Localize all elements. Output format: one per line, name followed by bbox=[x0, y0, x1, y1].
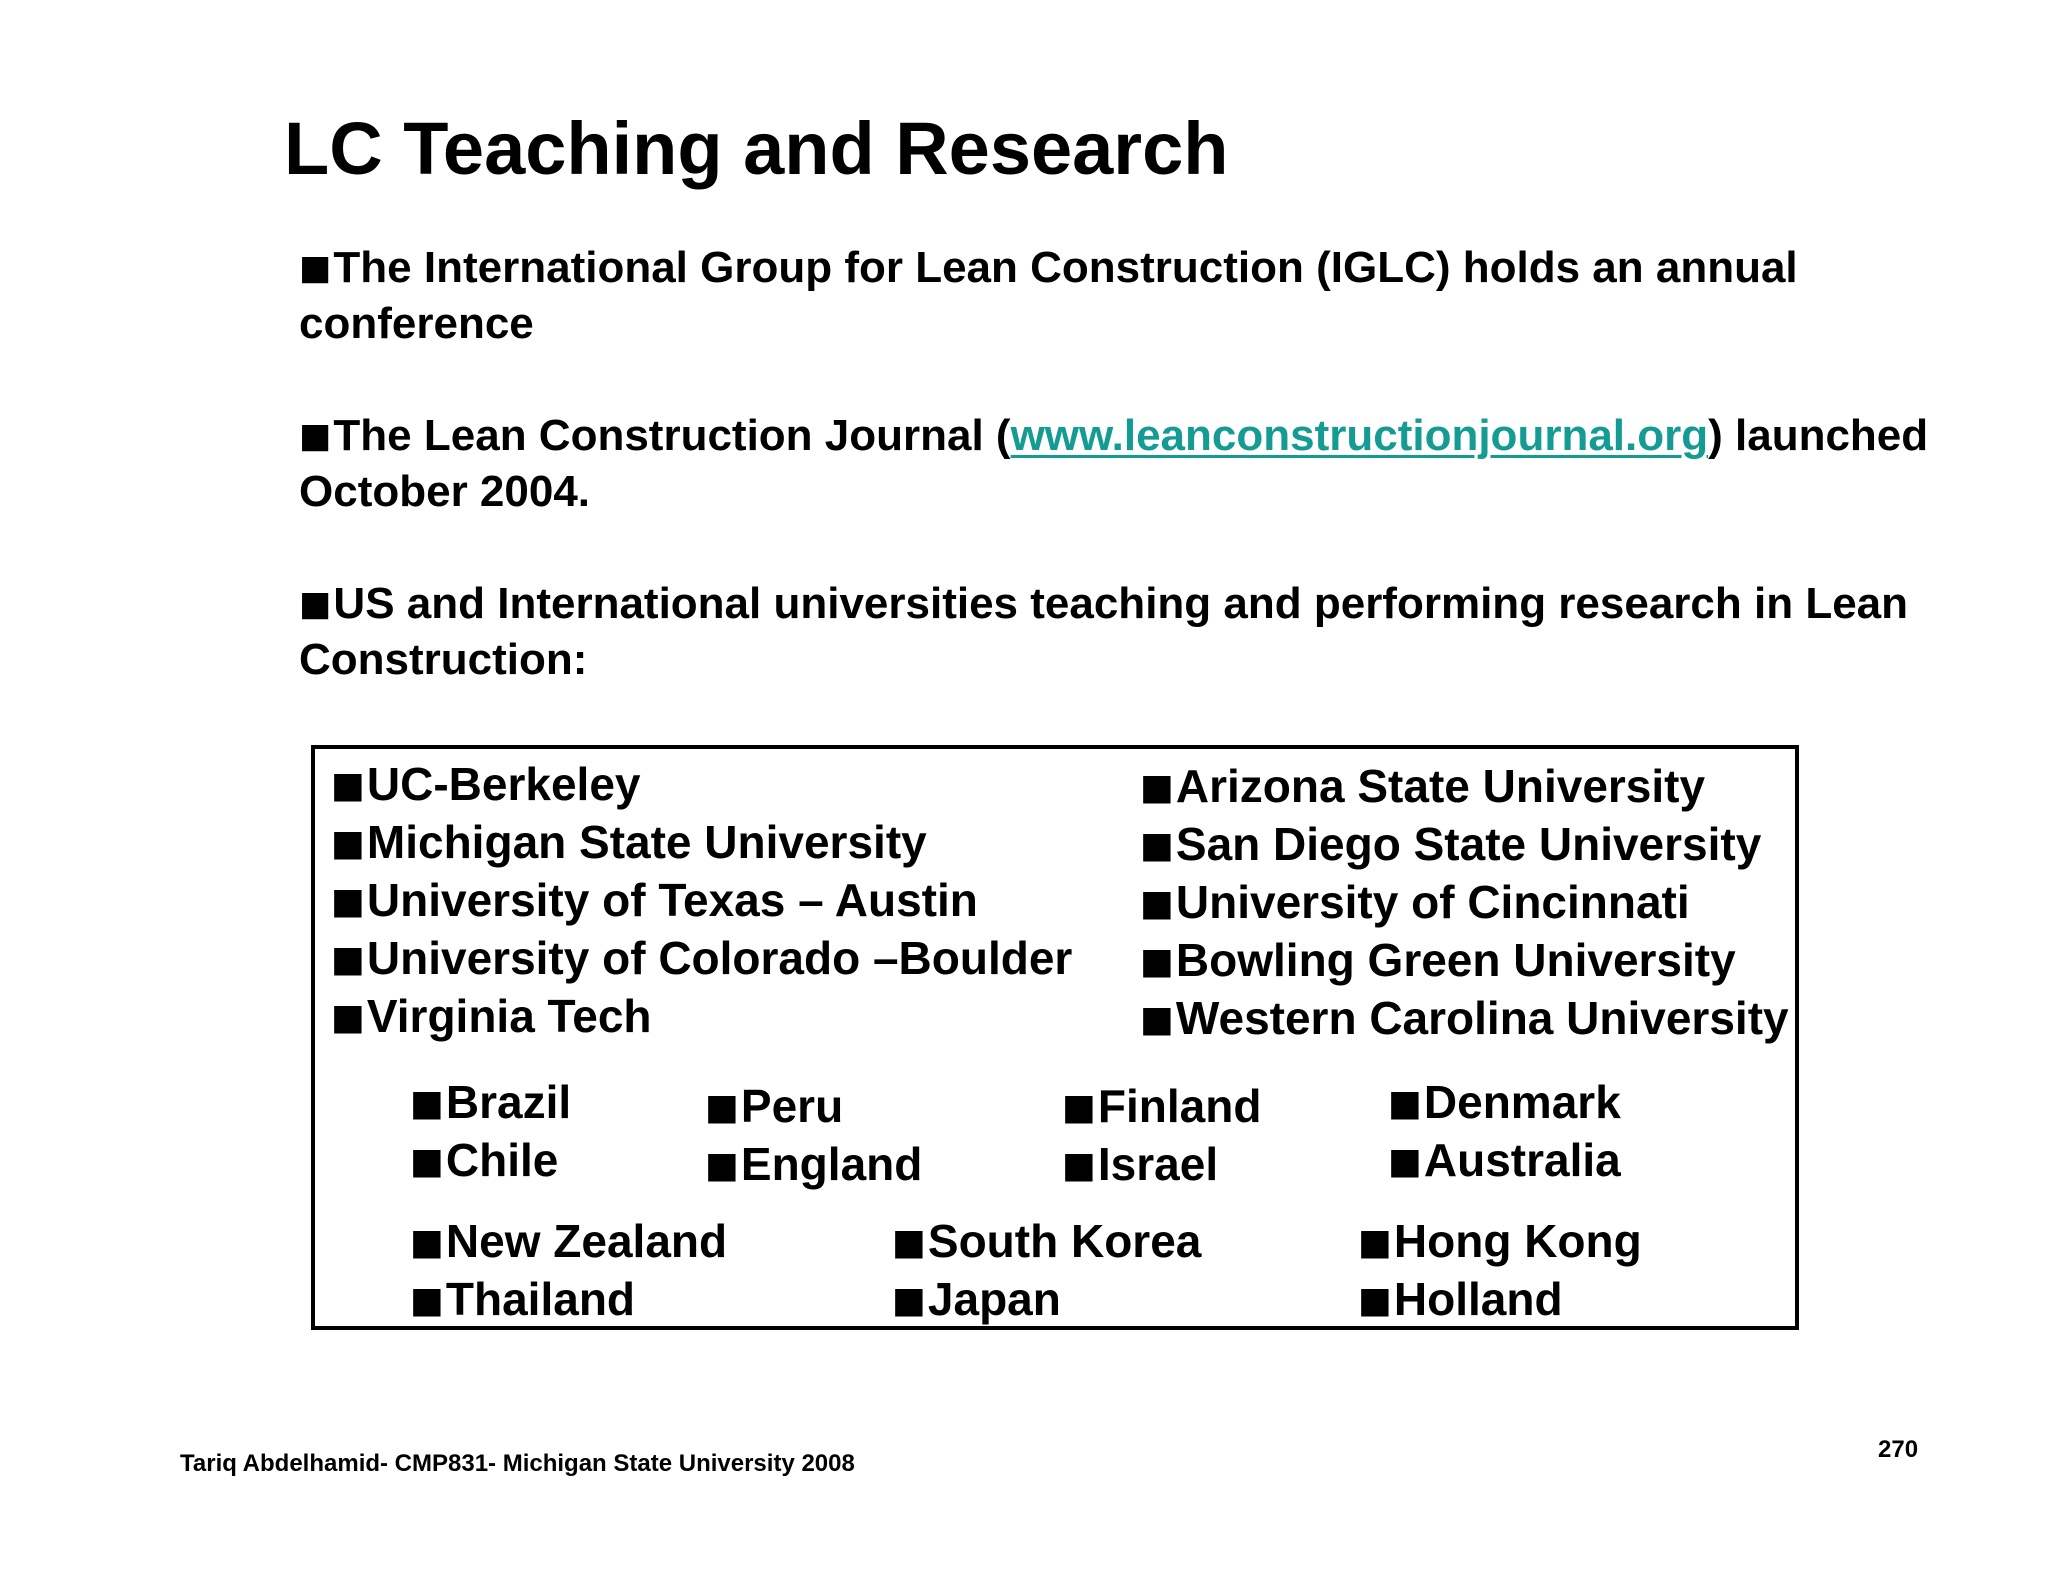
bullet-square-icon: ■ bbox=[1140, 941, 1174, 982]
bullet-square-icon: ■ bbox=[1388, 1141, 1422, 1182]
country-column bbox=[892, 1213, 1201, 1329]
bullet-square-icon: ■ bbox=[1358, 1280, 1392, 1321]
bullet-square-icon: ■ bbox=[331, 881, 365, 922]
list-item: ■Israel bbox=[1062, 1136, 1261, 1194]
bullet-square-icon: ■ bbox=[1140, 767, 1174, 808]
bullet-square-icon: ■ bbox=[331, 765, 365, 806]
list-item: ■Bowling Green University bbox=[1140, 932, 1789, 990]
list-item: ■UC-Berkeley bbox=[331, 756, 1072, 814]
bullet-square-icon: ■ bbox=[299, 248, 332, 288]
list-item: ■Brazil bbox=[410, 1074, 571, 1132]
bullet-square-icon: ■ bbox=[892, 1222, 926, 1263]
bullet-square-icon: ■ bbox=[1140, 999, 1174, 1040]
paragraph-text: US and International universities teaching and performing research in Lean Construction: bbox=[299, 579, 1909, 684]
country-column bbox=[410, 1213, 727, 1329]
bullet-square-icon: ■ bbox=[1358, 1222, 1392, 1263]
country-column bbox=[1062, 1078, 1261, 1194]
country-column bbox=[410, 1074, 571, 1190]
list-item: ■Japan bbox=[892, 1271, 1201, 1329]
list-item: ■South Korea bbox=[892, 1213, 1201, 1271]
list-item: ■Michigan State University bbox=[331, 814, 1072, 872]
list-item: ■Thailand bbox=[410, 1271, 727, 1329]
list-item: ■Arizona State University bbox=[1140, 758, 1789, 816]
list-item: ■Finland bbox=[1062, 1078, 1261, 1136]
slide-footer: Tariq Abdelhamid- CMP831- Michigan State University 2008 bbox=[180, 1450, 855, 1477]
bullet-square-icon: ■ bbox=[1388, 1083, 1422, 1124]
bullet-square-icon: ■ bbox=[410, 1222, 444, 1263]
bullet-square-icon: ■ bbox=[705, 1087, 739, 1128]
bullet-square-icon: ■ bbox=[331, 939, 365, 980]
paragraph-universities bbox=[299, 576, 1959, 688]
country-column bbox=[705, 1078, 922, 1194]
paragraph-text: ) launched October 2004. bbox=[299, 411, 1929, 516]
list-item: ■Hong Kong bbox=[1358, 1213, 1642, 1271]
bullet-square-icon: ■ bbox=[299, 584, 332, 624]
us-universities-left-list bbox=[331, 756, 1072, 1046]
bullet-square-icon: ■ bbox=[1140, 825, 1174, 866]
bullet-square-icon: ■ bbox=[1062, 1087, 1096, 1128]
journal-link[interactable]: www.leanconstructionjournal.org bbox=[1010, 411, 1709, 460]
list-item: ■England bbox=[705, 1136, 922, 1194]
paragraph-text: The International Group for Lean Construction (IGLC) holds an annual conference bbox=[299, 243, 1798, 348]
bullet-square-icon: ■ bbox=[331, 823, 365, 864]
bullet-square-icon: ■ bbox=[410, 1280, 444, 1321]
list-item: ■Virginia Tech bbox=[331, 988, 1072, 1046]
bullet-square-icon: ■ bbox=[299, 416, 332, 456]
list-item: ■Peru bbox=[705, 1078, 922, 1136]
bullet-square-icon: ■ bbox=[331, 997, 365, 1038]
country-column bbox=[1358, 1213, 1642, 1329]
list-item: ■Australia bbox=[1388, 1132, 1621, 1190]
paragraph-journal bbox=[299, 408, 1959, 520]
slide-title: LC Teaching and Research bbox=[284, 107, 1229, 190]
bullet-square-icon: ■ bbox=[892, 1280, 926, 1321]
list-item: ■University of Cincinnati bbox=[1140, 874, 1789, 932]
paragraph-text: The Lean Construction Journal ( bbox=[333, 411, 1011, 460]
list-item: ■New Zealand bbox=[410, 1213, 727, 1271]
us-universities-right-list bbox=[1140, 758, 1789, 1048]
country-column bbox=[1388, 1074, 1621, 1190]
bullet-square-icon: ■ bbox=[705, 1145, 739, 1186]
bullet-square-icon: ■ bbox=[1062, 1145, 1096, 1186]
bullet-square-icon: ■ bbox=[1140, 883, 1174, 924]
paragraph-iglc bbox=[299, 240, 1959, 352]
list-item: ■Holland bbox=[1358, 1271, 1642, 1329]
bullet-square-icon: ■ bbox=[410, 1141, 444, 1182]
list-item: ■San Diego State University bbox=[1140, 816, 1789, 874]
list-item: ■University of Texas – Austin bbox=[331, 872, 1072, 930]
bullet-square-icon: ■ bbox=[410, 1083, 444, 1124]
list-item: ■University of Colorado –Boulder bbox=[331, 930, 1072, 988]
list-item: ■Denmark bbox=[1388, 1074, 1621, 1132]
page-number: 270 bbox=[1878, 1436, 1919, 1463]
list-item: ■Western Carolina University bbox=[1140, 990, 1789, 1048]
list-item: ■Chile bbox=[410, 1132, 571, 1190]
